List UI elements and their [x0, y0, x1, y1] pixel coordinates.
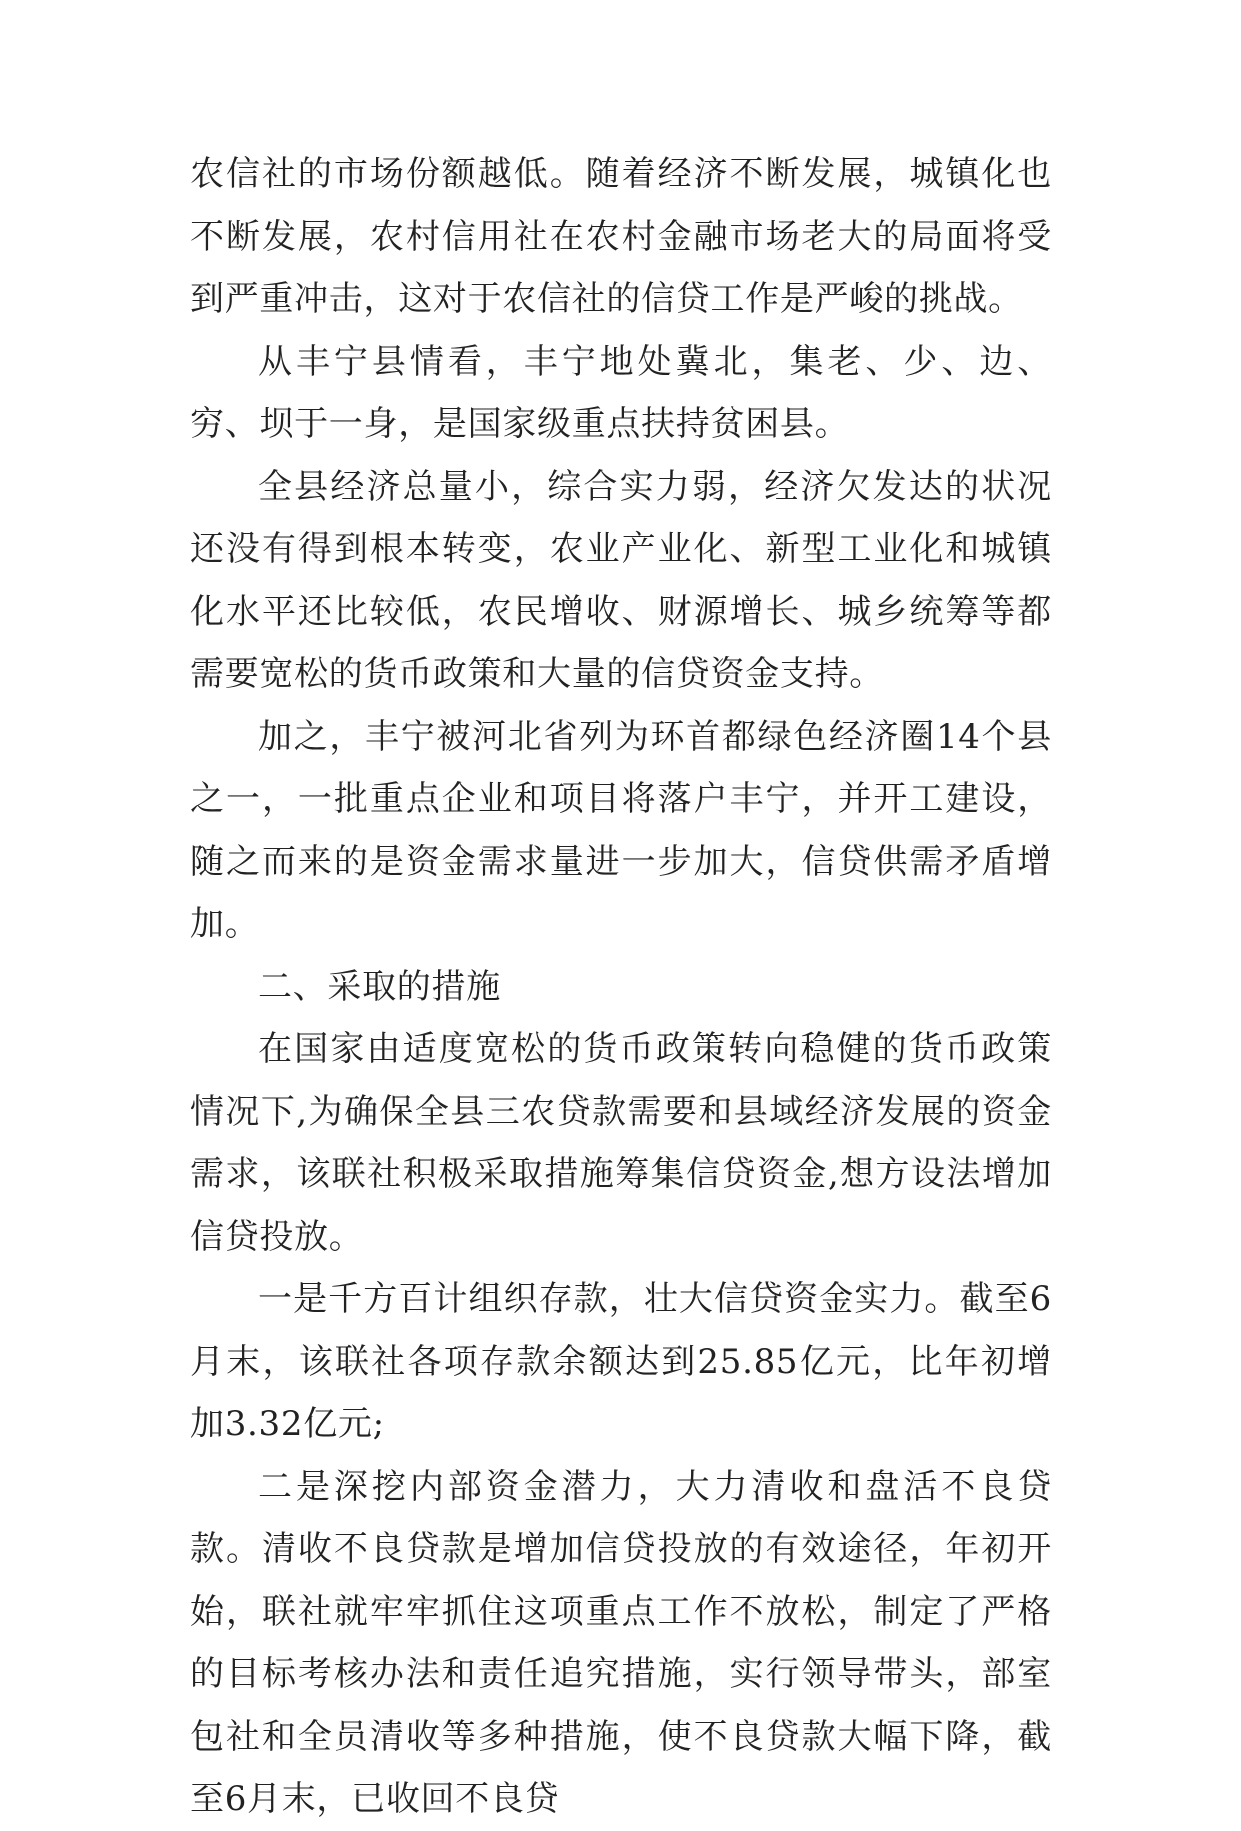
section-heading-measures: 二、采取的措施	[258, 966, 501, 1007]
paragraph-economy: 全县经济总量小，综合实力弱，经济欠发达的状况还没有得到根本转变，农业产业化、新型工业化和城镇化水平还比较低，农民增收、财源增长、城乡统筹等都需要宽松的货币政策和大量的信贷资金支持。	[190, 466, 1052, 694]
paragraph-continuation: 农信社的市场份额越低。随着经济不断发展，城镇化也不断发展，农村信用社在农村金融市场老大的局面将受到严重冲击，这对于农信社的信贷工作是严峻的挑战。	[190, 154, 1052, 319]
paragraph-county-situation: 从丰宁县情看，丰宁地处冀北，集老、少、边、穷、坝于一身，是国家级重点扶持贫困县。	[190, 341, 1052, 444]
paragraph-bad-loans: 二是深挖内部资金潜力，大力清收和盘活不良贷款。清收不良贷款是增加信贷投放的有效途径，年初开始，联社就牢牢抓住这项重点工作不放松，制定了严格的目标考核办法和责任追究措施，实行领导带头，部室包社和全员清收等多种措施，使不良贷款大幅下降，截至6月末，已收回不良贷	[190, 1466, 1052, 1819]
paragraph-green-economic-circle: 加之，丰宁被河北省列为环首都绿色经济圈14个县之一，一批重点企业和项目将落户丰宁，并开工建设，随之而来的是资金需求量进一步加大，信贷供需矛盾增加。	[190, 716, 1052, 944]
paragraph-measures-intro: 在国家由适度宽松的货币政策转向稳健的货币政策情况下,为确保全县三农贷款需要和县域经济发展的资金需求，该联社积极采取措施筹集信贷资金,想方设法增加信贷投放。	[190, 1029, 1052, 1257]
paragraph-deposits: 一是千方百计组织存款，壮大信贷资金实力。截至6月末，该联社各项存款余额达到25.85亿元，比年初增加3.32亿元;	[190, 1279, 1052, 1444]
document-body	[190, 143, 1052, 1831]
